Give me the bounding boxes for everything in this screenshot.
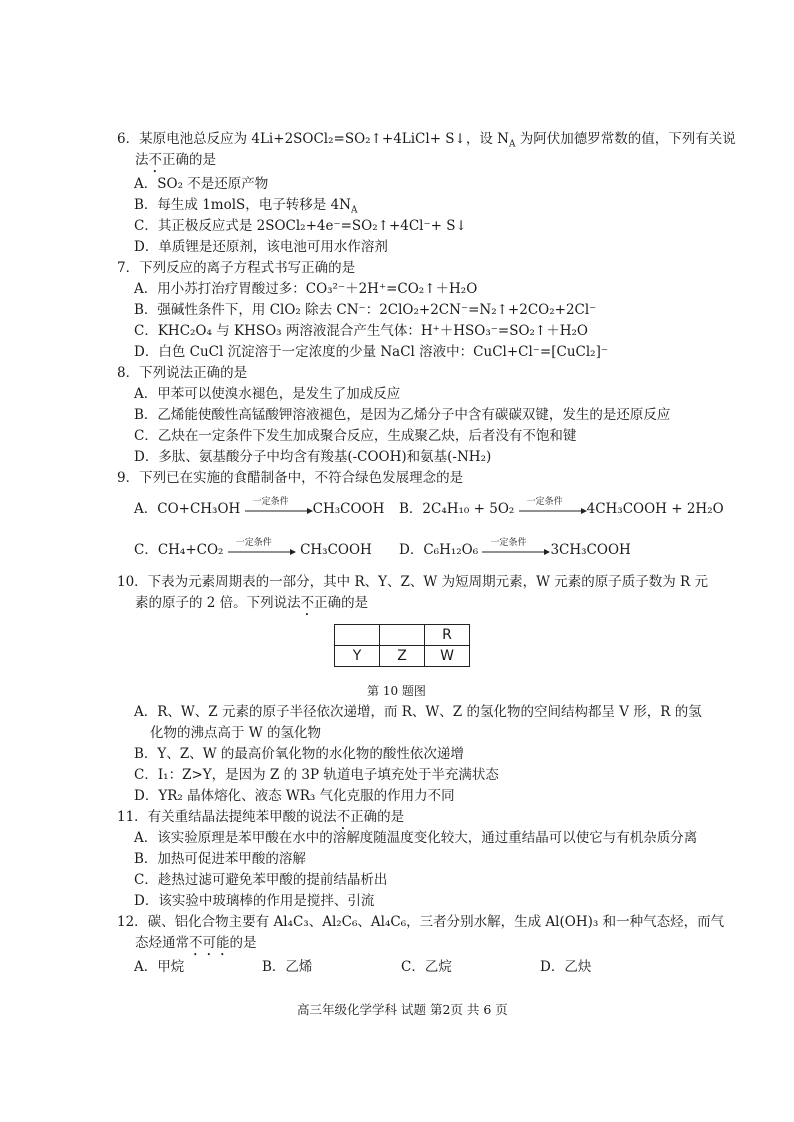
page-footer: 高三年级化学学科 试题 第2页 共 6 页 bbox=[297, 1002, 508, 1017]
q12-option-a: A．甲烷 bbox=[134, 959, 185, 975]
q10-option-a-line1: A．R、W、Z 元素的原子半径依次递增，而 R、W、Z 的氢化物的空间结构都呈 V 形，R 的氢 bbox=[134, 704, 702, 720]
q8-option-b: B．乙烯能使酸性高锰酸钾溶液褪色，是因为乙烯分子中含有碳碳双键，发生的是还原反应 bbox=[134, 407, 671, 423]
q6-option-c: C．其正极反应式是 2SOCl₂+4e⁻=SO₂↑+4Cl⁻+ S↓ bbox=[134, 218, 467, 234]
periodic-table-fragment bbox=[334, 624, 470, 667]
q9-stem: 9．下列已在实施的食醋制备中，不符合绿色发展理念的是 bbox=[117, 470, 464, 486]
q7-option-a: A．用小苏打治疗胃酸过多：CO₃²⁻＋2H⁺=CO₂↑＋H₂O bbox=[134, 281, 478, 297]
q11-option-d: D．该实验中玻璃棒的作用是搅拌、引流 bbox=[134, 893, 375, 909]
q8-stem: 8．下列说法正确的是 bbox=[117, 365, 248, 381]
q10-option-d: D．YR₂ 晶体熔化、液态 WR₃ 气化克服的作用力不同 bbox=[134, 788, 455, 804]
q12-option-b: B．乙烯 bbox=[262, 959, 313, 975]
q6-option-a: A．SO₂ 不是还原产物 bbox=[134, 176, 269, 192]
q7-option-c: C．KHC₂O₄ 与 KHSO₃ 两溶液混合产生气体：H⁺＋HSO₃⁻=SO₂↑＋H₂O bbox=[134, 323, 588, 339]
q10-stem-line1: 10．下表为元素周期表的一部分，其中 R、Y、Z、W 为短周期元素，W 元素的原子质子数为 R 元 bbox=[117, 574, 709, 590]
q6-stem-line2: 法不正确的是 bbox=[135, 152, 216, 168]
q8-option-a: A．甲苯可以使溴水褪色，是发生了加成反应 bbox=[134, 386, 401, 402]
q9-option-b: B．2C₄H₁₀ + 5O₂ 一定条件 4CH₃COOH + 2H₂O bbox=[399, 496, 724, 517]
reaction-arrow: 一定条件 bbox=[519, 503, 587, 517]
q9-option-a: A．CO+CH₃OH 一定条件 CH₃COOH bbox=[134, 496, 385, 517]
q11-option-b: B．加热可促进苯甲酸的溶解 bbox=[134, 851, 306, 867]
table-row bbox=[335, 646, 470, 667]
reaction-arrow: 一定条件 bbox=[245, 503, 313, 517]
q9-option-c: C．CH₄+CO₂ 一定条件 CH₃COOH bbox=[134, 537, 372, 558]
q6-option-b: B．每生成 1molS，电子转移是 $4N_A$ bbox=[134, 197, 358, 216]
q7-option-b: B．强碱性条件下，用 ClO₂ 除去 CN⁻：2ClO₂+2CN⁻=N₂↑+2CO₂+2Cl⁻ bbox=[134, 302, 597, 318]
q8-option-d: D．多肽、氨基酸分子中均含有羧基(-COOH)和氨基(-NH₂) bbox=[134, 449, 492, 465]
q11-option-a: A．该实验原理是苯甲酸在水中的溶解度随温度变化较大，通过重结晶可以使它与有机杂质分离 bbox=[134, 830, 698, 846]
q10-option-c: C．I₁：Z>Y，是因为 Z 的 3P 轨道电子填充处于半充满状态 bbox=[134, 767, 499, 783]
q11-stem: 11．有关重结晶法提纯苯甲酸的说法不正确的是 bbox=[117, 809, 405, 825]
table-cell: Y bbox=[335, 646, 380, 667]
q12-stem-line2: 态烃通常不可能的是 bbox=[135, 935, 257, 951]
q10-option-a-line2: 化物的沸点高于 W 的氢化物 bbox=[150, 725, 321, 741]
q9-option-d: D．C₆H₁₂O₆ 一定条件 3CH₃COOH bbox=[399, 537, 631, 558]
q12-stem-line1: 12．碳、铝化合物主要有 Al₄C₃、Al₂C₆、Al₄C₆，三者分别水解，生成 Al(OH)₃ 和一种气态烃，而气 bbox=[117, 914, 725, 930]
table-row bbox=[335, 625, 470, 646]
q8-option-c: C．乙炔在一定条件下发生加成聚合反应，生成聚乙炔，后者没有不饱和键 bbox=[134, 428, 577, 444]
q12-option-d: D．乙炔 bbox=[540, 959, 592, 975]
q10-option-b: B．Y、Z、W 的最高价氧化物的水化物的酸性依次递增 bbox=[134, 746, 464, 762]
reaction-arrow: 一定条件 bbox=[228, 544, 296, 558]
q6-stem-line1: 6．某原电池总反应为 4Li+2SOCl₂=SO₂↑+4LiCl+ S↓，设 $N_A$ 为阿伏加德罗常数的值，下列有关说 bbox=[117, 131, 736, 150]
q11-option-c: C．趁热过滤可避免苯甲酸的提前结晶析出 bbox=[134, 872, 388, 888]
table-cell: Z bbox=[380, 646, 425, 667]
table-cell bbox=[380, 625, 425, 646]
table-cell bbox=[335, 625, 380, 646]
q12-option-c: C．乙烷 bbox=[401, 959, 452, 975]
table-cell: R bbox=[425, 625, 470, 646]
q7-option-d: D．白色 CuCl 沉淀溶于一定浓度的少量 NaCl 溶液中：CuCl+Cl⁻=[CuCl₂]⁻ bbox=[134, 344, 608, 360]
table-cell: W bbox=[425, 646, 470, 667]
q10-stem-line2: 素的原子的 2 倍。下列说法不正确的是 bbox=[135, 595, 369, 611]
reaction-arrow: 一定条件 bbox=[482, 544, 550, 558]
q6-option-d: D．单质锂是还原剂，该电池可用水作溶剂 bbox=[134, 239, 388, 255]
figure-caption: 第 10 题图 bbox=[367, 684, 426, 698]
q7-stem: 7．下列反应的离子方程式书写正确的是 bbox=[117, 260, 356, 276]
